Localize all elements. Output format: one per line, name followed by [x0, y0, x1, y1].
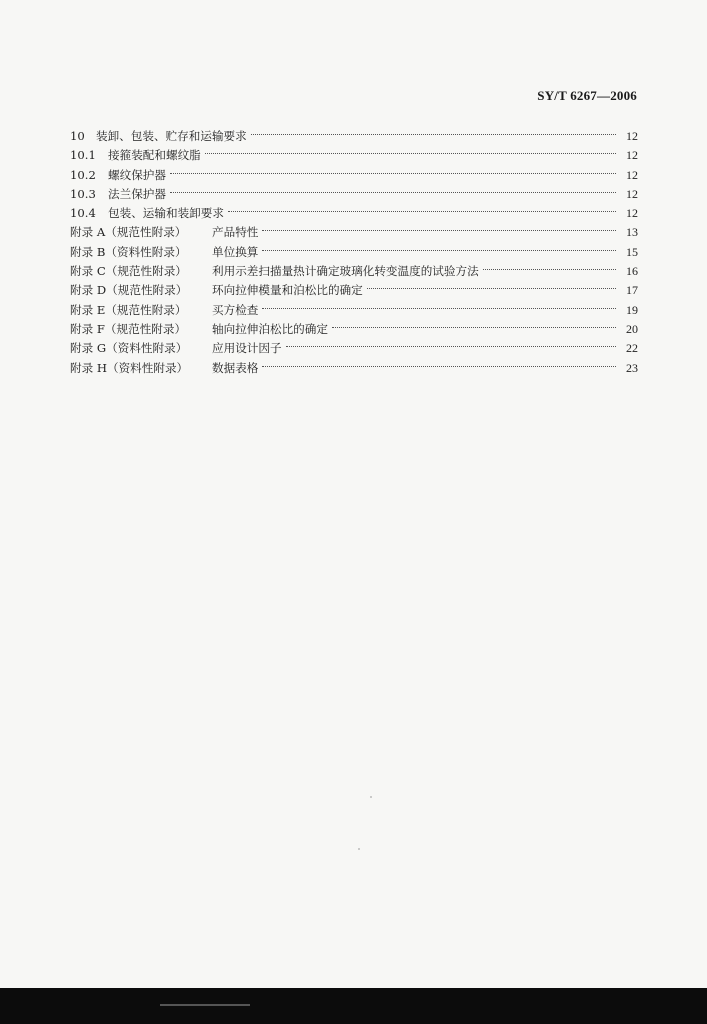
- toc-leader-dots: [483, 256, 616, 275]
- toc-leader-dots: [205, 140, 616, 159]
- toc-entry-page: 12: [626, 148, 638, 163]
- toc-entry-page: 22: [626, 341, 638, 356]
- toc-entry-number: 附录 G（资料性附录）: [70, 341, 188, 356]
- toc-entry-page: 19: [626, 302, 638, 317]
- toc-entry-number: 10.3: [70, 186, 96, 201]
- toc-entry-title: 接箍装配和螺纹脂: [108, 148, 201, 163]
- toc-leader-dots: [170, 160, 616, 179]
- toc-leader-dots: [286, 333, 616, 352]
- toc-leader-dots: [262, 237, 616, 256]
- scan-speck: [370, 796, 372, 798]
- toc-entry-title: 单位换算: [212, 244, 259, 259]
- toc-entry-title: 包装、运输和装卸要求: [108, 206, 224, 221]
- toc-entry-number: 附录 A（规范性附录）: [70, 225, 187, 240]
- toc-entry-title: 利用示差扫描量热计确定玻璃化转变温度的试验方法: [212, 264, 479, 279]
- toc-entry-title: 轴向拉伸泊松比的确定: [212, 321, 328, 336]
- scan-speck: [358, 848, 360, 850]
- toc-leader-dots: [251, 121, 616, 140]
- toc-leader-dots: [367, 275, 616, 294]
- toc-entry-page: 12: [626, 129, 638, 143]
- toc-entry-page: 23: [626, 360, 638, 375]
- toc-entry-page: 17: [626, 283, 638, 298]
- toc-leader-dots: [262, 217, 616, 236]
- toc-entry-number: 附录 H（资料性附录）: [70, 360, 189, 375]
- toc-entry-number: 附录 E（规范性附录）: [70, 302, 187, 317]
- toc-entry-page: 16: [626, 264, 638, 279]
- toc-entry-number: 10.4: [70, 206, 96, 221]
- toc-entry-title: 买方检查: [212, 302, 259, 317]
- toc-entry-number: 10.1: [70, 148, 96, 163]
- toc-entry-title: 应用设计因子: [212, 341, 282, 356]
- toc-entry-number: 附录 B（资料性附录）: [70, 244, 187, 259]
- table-of-contents: [70, 121, 638, 375]
- scan-bottom-edge: [0, 988, 707, 1024]
- toc-entry[interactable]: [70, 121, 638, 143]
- toc-entry-number: 10: [70, 129, 85, 143]
- toc-entry-number: 附录 C（规范性附录）: [70, 264, 187, 279]
- toc-leader-dots: [332, 314, 616, 333]
- toc-entry-number: 10.2: [70, 167, 96, 182]
- toc-leader-dots: [170, 179, 616, 198]
- toc-entry-title: 螺纹保护器: [108, 167, 166, 182]
- standard-code-header: SY/T 6267—2006: [537, 88, 637, 103]
- toc-entry-title: 数据表格: [212, 360, 259, 375]
- toc-entry-page: 12: [626, 206, 638, 221]
- toc-entry-page: 12: [626, 167, 638, 182]
- toc-entry-page: 15: [626, 244, 638, 259]
- toc-entry-page: 13: [626, 225, 638, 240]
- toc-entry-title: 装卸、包装、贮存和运输要求: [96, 129, 247, 143]
- toc-entry-title: 环向拉伸模量和泊松比的确定: [212, 283, 363, 298]
- toc-leader-dots: [262, 295, 616, 314]
- toc-entry-title: 法兰保护器: [108, 186, 166, 201]
- toc-entry-title: 产品特性: [212, 225, 259, 240]
- toc-entry-page: 20: [626, 321, 638, 336]
- toc-entry-number: 附录 D（规范性附录）: [70, 283, 188, 298]
- toc-leader-dots: [228, 198, 616, 217]
- toc-entry-page: 12: [626, 186, 638, 201]
- scan-edge-highlight: [160, 1004, 250, 1006]
- toc-leader-dots: [262, 353, 616, 372]
- toc-entry-number: 附录 F（规范性附录）: [70, 321, 187, 336]
